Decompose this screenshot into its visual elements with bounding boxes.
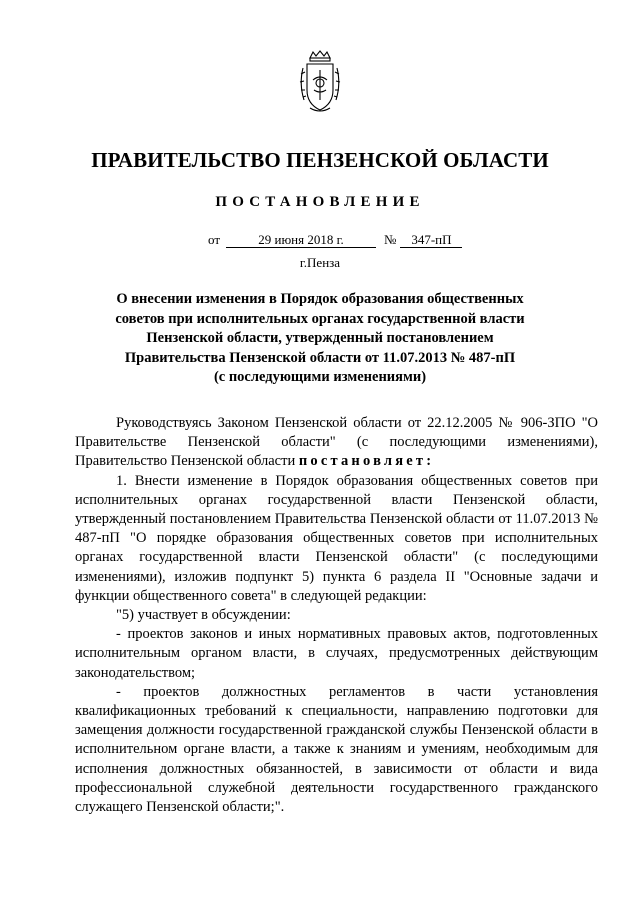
document-subject xyxy=(90,290,550,388)
date-value: 29 июня 2018 г. xyxy=(226,233,376,248)
number-value: 347-пП xyxy=(400,233,462,248)
subject-line: Пензенской области, утвержденный постановлением xyxy=(146,330,494,346)
date-label: от xyxy=(208,232,221,247)
number-label: № xyxy=(384,232,397,247)
subject-line: советов при исполнительных органах государственной власти xyxy=(115,310,525,327)
date-number-line xyxy=(208,232,462,248)
subject-line: (с последующими изменениями) xyxy=(213,369,427,385)
organization-title: ПРАВИТЕЛЬСТВО ПЕНЗЕНСКОЙ ОБЛАСТИ xyxy=(91,148,549,172)
subject-line: О внесении изменения в Порядок образования общественных xyxy=(116,291,524,307)
resolves-word: постановляет: xyxy=(298,453,435,470)
dash-item-2: - проектов должностных регламентов в части установления квалификационных требований к специальности, направлению подготовки для замещения должности государственной гражданской службы Пензенской области в исполнительном органе власти, а также к знаниям и умениям, необходимым для исполнения должностных обязанностей, в зависимости от области и вида профессиональной служебной деятельности государственного гражданского служащего Пензенской области;". xyxy=(75,683,598,816)
coat-of-arms-icon xyxy=(298,50,342,114)
subject-line: Правительства Пензенской области от 11.07.2013 № 487-пП xyxy=(124,349,516,366)
preamble-text: Руководствуясь Законом Пензенской области от 22.12.2005 № 906-ЗПО "О Правительстве Пензенской области" (с последующими изменениями), Правительство Пензенской области xyxy=(75,415,598,470)
dash-item-1: - проектов законов и иных нормативных правовых актов, подготовленных исполнительным органом власти, в случаях, предусмотренных действующим законодательством; xyxy=(75,626,598,681)
item-1-paragraph: 1. Внести изменение в Порядок образования общественных советов при исполнительных органах государственной власти Пензенской области, утвержденный постановлением Правительства Пензенской области от 11.07.2013 № 487-пП "О порядке образования общественных советов при исполнительных органах государственной власти Пензенской области" (с последующими изменениями), изложив подпункт 5) пункта 6 раздела II "Основные задачи и функции общественного совета" в следующей редакции: xyxy=(75,472,598,604)
document-type: ПОСТАНОВЛЕНИЕ xyxy=(215,194,425,210)
preamble-paragraph xyxy=(75,414,598,472)
city: г.Пенза xyxy=(299,255,341,270)
document-body xyxy=(75,414,598,817)
quote-start-paragraph: "5) участвует в обсуждении: xyxy=(116,607,291,624)
